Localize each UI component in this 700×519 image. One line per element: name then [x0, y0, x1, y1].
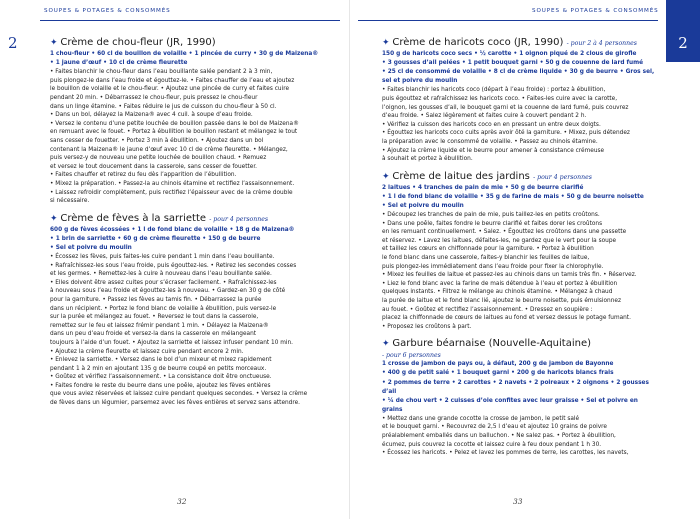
ingredient-line: 2 laitues • 4 tranches de pain de mie • 50 g de beurre clarifié — [382, 184, 584, 191]
instruction-line: et réservez. • Lavez les laitues, défaites-les, ne gardez que le vert pour la soupe — [382, 237, 617, 244]
instruction-line: • Faites blanchir les haricots coco (départ à l’eau froide) : portez à ébullition, — [382, 87, 606, 94]
instruction-line: la préparation avec le consommé de volaille. • Passez au chinois étamine. — [382, 138, 598, 145]
header-rule-left — [40, 20, 340, 21]
instruction-line: • Ajoutez la crème liquide et le beurre pour amener à consistance crémeuse — [382, 147, 605, 154]
ingredient-line: • 1 l de fond blanc de volaille • 35 g de farine de mais • 50 g de beurre noisette — [382, 193, 644, 200]
diamond-bullet-icon: ✦ — [50, 38, 61, 48]
recipe-servings: - pour 6 personnes — [382, 352, 441, 360]
instruction-line: quelques instants. • Filtrez le mélange au chinois étamine. • Mélangez à chaud — [382, 289, 613, 296]
recipe-title — [382, 337, 660, 351]
instruction-line: • Goûtez et vérifiez l’assaisonnement. • La consistance doit être onctueuse. — [50, 374, 272, 381]
instruction-line: • Ajoutez la crème fleurette et laissez cuire pendant encore 2 min. — [50, 348, 244, 355]
instruction-line: et les germes. • Remettez-les à cuire à nouveau dans l’eau bouillante salée. — [50, 271, 272, 278]
recipe-title-text: Crème de fèves à la sarriette — [60, 212, 207, 224]
ingredient-line: • Sel et poivre du moulin — [50, 244, 132, 251]
chapter-tab — [666, 0, 700, 62]
instruction-line: • Enlevez la sarriette. • Versez dans le bol d’un mixeur et mixez rapidement — [50, 357, 272, 364]
recipe-block — [382, 164, 660, 332]
instruction-line: • Laissez refroidir complètement, puis rectifiez l’épaisseur avec de la crème double — [50, 189, 293, 196]
instruction-line: • Mettez dans une grande cocotte la crosse de jambon, le petit salé — [382, 415, 580, 422]
instruction-line: que vous aviez réservées et laissez cuire pendant quelques secondes. • Versez la crème — [50, 391, 308, 398]
instruction-line: le bouillon de volaille et le chou-fleur. • Ajoutez une pincée de curry et faites cuire — [50, 86, 290, 93]
recipe-title-text: Crème de laitue des jardins — [392, 170, 530, 182]
ingredient-line: 150 g de haricots coco secs • ½ carotte • 1 oignon piqué de 2 clous de girofle — [382, 51, 637, 57]
instruction-line: • Découpez les tranches de pain de mie, puis taillez-les en petits croûtons. — [382, 212, 600, 218]
ingredient-line: • 25 cl de consommé de volaille • 8 cl de crème liquide • 30 g de beurre • Gros sel, — [382, 69, 655, 76]
instruction-line: toujours à l’aide d’un fouet. • Ajoutez la sarriette et laissez infuser pendant 10 min. — [50, 339, 294, 346]
instruction-line: • Écossez les haricots. • Pelez et lavez les pommes de terre, les carottes, les navets, — [382, 450, 629, 457]
ingredient-line: 1 chou-fleur • 60 cl de bouillon de volaille • 1 pincée de curry • 30 g de Maizena® — [50, 51, 319, 57]
instruction-line: sans cesser de fouetter. • Portez 3 min à ébullition. • Ajoutez dans un bol — [50, 137, 264, 144]
instruction-line: • Faites blanchir le chou-fleur dans l’eau bouillante salée pendant 2 à 3 min, — [50, 69, 273, 76]
instruction-line: préalablement emballés dans un balluchon. • Ne salez pas. • Portez à ébullition, — [382, 433, 616, 440]
instruction-line: • Versez le contenu d’une petite louchée de bouillon passée dans le bol de Maizena® — [50, 120, 299, 127]
chapter-number-right: 2 — [678, 34, 688, 52]
instruction-line: puis plongez-les immédiatement dans l’eau froide pour fixer la chlorophylle. — [382, 263, 604, 270]
recipe-title — [382, 170, 660, 184]
recipe-block — [382, 331, 660, 458]
recipe-block — [50, 206, 340, 408]
instruction-line: pendant 1 à 2 min en ajoutant 135 g de beurre coupé en petits morceaux. — [50, 365, 267, 372]
instruction-line: • Mixez la préparation. • Passez-la au chinois étamine et rectifiez l’assaisonnement. — [50, 180, 295, 187]
recipe-title-text: Garbure béarnaise (Nouvelle-Aquitaine) — [392, 338, 592, 350]
instruction-line: • Faites chauffer et retirez du feu dès l’apparition de l’ébullition. — [50, 172, 237, 179]
instruction-line: dans un linge étamine. • Faites réduire le jus de cuisson du chou-fleur à 50 cl. — [50, 103, 277, 110]
page-number-right: 33 — [513, 497, 523, 506]
instruction-line: dans un peu d’eau froide et versez-la dans la casserole en mélangeant — [50, 331, 257, 338]
diamond-bullet-icon: ✦ — [50, 213, 61, 224]
instruction-line: le fond blanc dans une casserole, faites-y blanchir les feuilles de laitue, — [382, 254, 590, 261]
recipe-servings: - pour 2 à 4 personnes — [566, 40, 637, 47]
right-column — [382, 36, 660, 458]
instruction-line: • Elles doivent être assez cuites pour s’écraser facilement. • Rafraîchissez-les — [50, 279, 277, 286]
instruction-line: en remuant avec le fouet. • Portez à ébullition le bouillon restant et mélangez le tout — [50, 129, 298, 136]
recipe-servings: - pour 4 personnes — [209, 215, 269, 223]
ingredient-line: • 2 pommes de terre • 2 carottes • 2 navets • 2 poireaux • 2 oignons • 2 gousses d’ail — [382, 379, 649, 395]
diamond-bullet-icon: ✦ — [382, 171, 393, 182]
instruction-line: en les remuant continuellement. • Salez. • Égouttez les croûtons dans une passette — [382, 229, 627, 236]
instruction-line: • Dans une poêle, faites fondre le beurre clarifié et faites dorer les croûtons — [382, 220, 603, 227]
instruction-line: dans un récipient. • Portez le fond blanc de volaille à ébullition, puis versez-le — [50, 305, 277, 312]
diamond-bullet-icon: ✦ — [382, 339, 393, 350]
running-head-right: SOUPES & POTAGES & CONSOMMÉS — [532, 8, 659, 14]
recipe-title — [50, 212, 340, 226]
recipe-servings: - pour 4 personnes — [533, 173, 592, 181]
recipe-block — [50, 36, 340, 206]
left-column — [50, 36, 340, 408]
instruction-line: si nécessaire. — [50, 198, 90, 205]
recipe-title-text: Crème de chou-fleur (JR, 1990) — [60, 37, 216, 48]
page-number-left: 32 — [177, 497, 187, 506]
running-head-left: SOUPES & POTAGES & CONSOMMÉS — [44, 8, 171, 14]
ingredient-line: • ¼ de chou vert • 2 cuisses d’oie confites avec leur graisse • Sel et poivre en grains — [382, 397, 638, 413]
instruction-line: • Faites fondre le reste du beurre dans une poêle, ajoutez les fèves entières — [50, 382, 271, 389]
instruction-line: contenant la Maizena® le jaune d’œuf avec 10 cl de crème fleurette. • Mélangez, — [50, 146, 288, 153]
ingredient-line: sel et poivre du moulin — [382, 78, 458, 85]
instruction-line: de fèves dans un légumier, parsemez avec les fèves entières et servez sans attendre. — [50, 400, 301, 407]
instruction-line: • Écossez les fèves, puis faites-les cuire pendant 1 min dans l’eau bouillante. — [50, 253, 275, 260]
instruction-line: au fouet. • Goûtez et rectifiez l’assaisonnement. • Dressez en soupière : — [382, 306, 593, 313]
instruction-line: • Rafraîchissez-les sous l’eau froide, puis égouttez-les. • Retirez les secondes cosses — [50, 262, 297, 269]
ingredient-line: • Sel et poivre du moulin — [382, 202, 464, 209]
recipe-title-text: Crème de haricots coco (JR, 1990) — [392, 37, 564, 48]
instruction-line: • Mixez les feuilles de laitue et passez-les au chinois dans un tamis très fin. • Réservez. — [382, 272, 637, 279]
chapter-number-left: 2 — [8, 34, 18, 52]
instruction-line: l’oignon, les gousses d’ail, le bouquet garni et la couenne de lard fumé, puis couvrez — [382, 104, 629, 111]
instruction-line: écumez, puis couvrez la cocotte et laissez cuire à feu doux pendant 1 h 30. — [382, 441, 602, 448]
right-page — [350, 0, 700, 519]
instruction-line: • Vérifiez la cuisson des haricots coco en en pressant un entre deux doigts. — [382, 121, 601, 128]
instruction-line: la purée de laitue et le fond blanc lié, ajoutez le beurre noisette, puis émulsionnez — [382, 297, 621, 304]
instruction-line: puis versez-y de nouveau une petite louchée de bouillon chaud. • Remuez — [50, 155, 267, 162]
instruction-line: sur la purée et mélangez au fouet. • Reversez le tout dans la casserole, — [50, 314, 259, 321]
ingredient-line: 1 crosse de jambon de pays ou, à défaut, 200 g de jambon de Bayonne — [382, 361, 614, 368]
ingredient-line: 600 g de fèves écossées • 1 l de fond blanc de volaille • 18 g de Maizena® — [50, 226, 295, 233]
instruction-line: et le bouquet garni. • Recouvrez de 2,5 l d’eau et ajoutez 10 grains de poivre — [382, 424, 607, 431]
ingredient-line: • 3 gousses d’ail pelées • 1 petit bouquet garni • 50 g de couenne de lard fumé — [382, 60, 644, 67]
instruction-line: placez la chiffonnade de cœurs de laitues au fond et versez dessus le potage fumant. — [382, 315, 631, 322]
instruction-line: pendant 20 min. • Débarrassez le chou-fleur, puis pressez le chou-fleur — [50, 94, 258, 101]
instruction-line: • Proposez les croûtons à part. — [382, 323, 472, 330]
instruction-line: remettez sur le feu et laissez frémir pendant 1 min. • Délayez la Maizena® — [50, 322, 269, 329]
instruction-line: • Liez le fond blanc avec la farine de mais détendue à l’eau et portez à ébullition — [382, 280, 618, 287]
header-rule-right — [358, 20, 658, 21]
instruction-line: • Égouttez les haricots coco cuits après avoir ôté la garniture. • Mixez, puis détendez — [382, 130, 630, 137]
instruction-line: puis égouttez et rafraîchissez les haricots coco. • Faites-les cuire avec la carotte, — [382, 95, 618, 102]
instruction-line: d’eau froide. • Salez légèrement et faites cuire à couvert pendant 2 h. — [382, 113, 587, 120]
instruction-line: pour la garniture. • Passez les fèves au tamis fin. • Débarrassez la purée — [50, 296, 262, 303]
recipe-title — [50, 36, 340, 50]
ingredient-line: • 1 jaune d’œuf • 10 cl de crème fleurette — [50, 60, 188, 67]
instruction-line: à nouveau sous l’eau froide et égouttez-les à nouveau. • Gardez-en 30 g de côté — [50, 288, 286, 295]
recipe-title — [382, 36, 660, 50]
diamond-bullet-icon: ✦ — [382, 38, 393, 48]
instruction-line: • Dans un bol, délayez la Maizena® avec 4 cuil. à soupe d’eau froide. — [50, 112, 253, 119]
instruction-line: et versez le tout doucement dans la casserole, sans cesser de fouetter. — [50, 163, 258, 170]
instruction-line: et taillez les cœurs en chiffonnade pour la garniture. • Portez à ébullition — [382, 246, 594, 253]
ingredient-line: • 1 brin de sarriette • 60 g de crème fleurette • 150 g de beurre — [50, 235, 261, 242]
instruction-line: puis plongez-le dans l’eau froide et égouttez-le. • Faites chauffer de l’eau et ajoutez — [50, 77, 295, 84]
ingredient-line: • 400 g de petit salé • 1 bouquet garni • 200 g de haricots blancs frais — [382, 370, 614, 377]
recipe-block — [382, 36, 660, 164]
instruction-line: à souhait et portez à ébullition. — [382, 156, 473, 163]
